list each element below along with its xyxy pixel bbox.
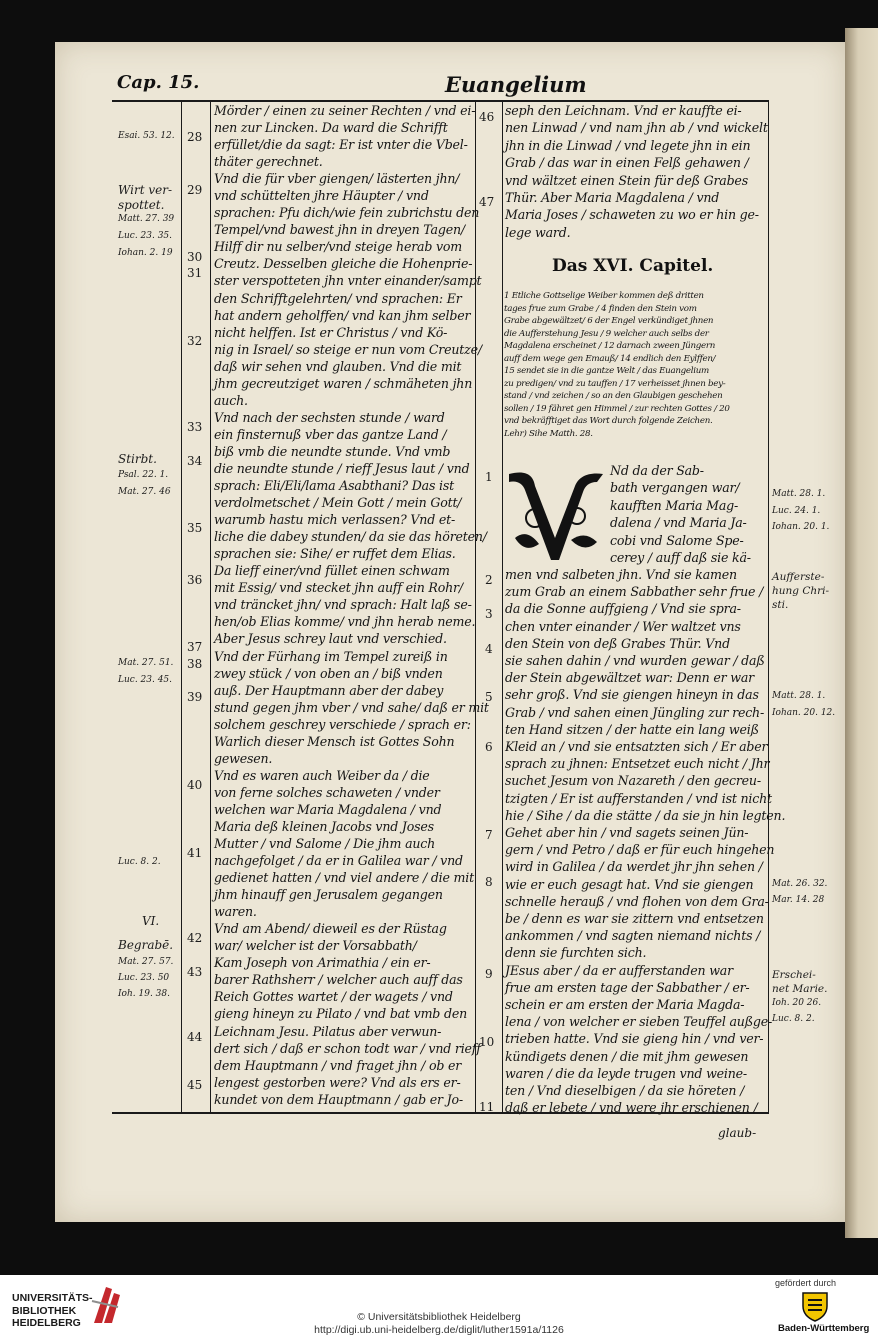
chapter-summary	[504, 290, 766, 440]
text-line: den Stein von deß Grabes Thür. Vnd	[505, 635, 730, 651]
center-rule-right	[502, 102, 503, 1114]
text-line: schein er am ersten der Maria Magda-	[505, 997, 745, 1013]
text-line: kaufften Maria Mag-	[610, 497, 739, 513]
text-line: jhm gecreutziget waren / schmäheten jhn	[214, 375, 473, 391]
text-line: Vnd der Fürhang im Tempel zureiß in	[214, 648, 448, 664]
margin-note: Matt. 28. 1.	[772, 489, 826, 499]
verse-number: 10	[479, 1035, 495, 1049]
text-line: ster verspotteten jhn vnter einander/sampt	[214, 273, 482, 289]
text-line: Hilff dir nu selber/vnd steige herab vom	[214, 239, 463, 255]
text-line: sprachen sie: Sihe/ er ruffet dem Elias.	[214, 546, 456, 562]
verse-number: 7	[485, 828, 493, 842]
text-line: lege ward.	[505, 224, 571, 240]
text-line: Grab / vnd sahen einen Jüngling zur rech-	[505, 704, 765, 720]
text-line: dalena / vnd Maria Ja-	[610, 515, 747, 531]
verse-number: 35	[187, 521, 203, 535]
left-text-column	[214, 102, 489, 1108]
right-text-column-bottom	[505, 566, 785, 1117]
right-text-initial-lines	[610, 462, 751, 566]
summary-line: die Aufferstehung Jesu / 9 welcher auch selbs der	[504, 328, 709, 339]
text-line: auß. Der Hauptmann aber der dabey	[214, 682, 444, 698]
text-line: sprach: Eli/Eli/lama Asabthani? Das ist	[214, 478, 454, 494]
verse-number: 36	[187, 573, 203, 587]
text-line: Da lieff einer/vnd füllet einen schwam	[214, 563, 450, 579]
text-line: lengest gestorben were? Vnd als ers er-	[214, 1074, 461, 1090]
text-line: Reich Gottes wartet / der wagets / vnd	[214, 989, 453, 1005]
text-line: Maria deß kleinen Jacobs vnd Joses	[214, 818, 434, 834]
margin-note: Mat. 27. 57.	[118, 957, 174, 967]
text-line: thäter gerechnet.	[214, 154, 323, 170]
text-line: bath vergangen war/	[610, 480, 740, 496]
text-line: be / denn es war sie zittern vnd entsetzen	[505, 911, 764, 927]
text-line: zum Grab an einem Sabbather sehr frue /	[505, 584, 764, 600]
text-line: Maria Joses / schaweten zu wo er hin ge-	[505, 207, 759, 223]
verse-number: 30	[187, 250, 203, 264]
text-line: die neundte stunde / rieff Jesus laut / vnd	[214, 460, 470, 476]
text-line: liche die dabey stunden/ da sie das höreten/	[214, 529, 487, 545]
text-line: vnd wältzet einen Stein für deß Grabes	[505, 172, 748, 188]
text-line: chen vnter einander / Wer waltzet vns	[505, 618, 741, 634]
summary-line: stand / vnd zeichen / so an den Glaubigen geschehen	[504, 391, 723, 401]
text-line: vnd träncket jhn/ vnd sprach: Halt laß se-	[214, 597, 472, 613]
summary-line: vnd bekräfftiget das Wort durch folgende Zeichen.	[504, 416, 713, 426]
text-line: Aber Jesus schrey laut vnd verschied.	[214, 631, 447, 647]
permalink-url[interactable]: http://digi.ub.uni-heidelberg.de/diglit/luther1591a/1126	[314, 1324, 564, 1336]
verse-number: 2	[485, 573, 493, 587]
decorated-initial-letter	[505, 468, 607, 566]
text-line: kundet von dem Hauptmann / gab er Jo-	[214, 1091, 463, 1107]
text-line: solchem geschrey verschiede / sprach er:	[214, 716, 471, 732]
right-text-column-top	[505, 102, 768, 241]
text-line: nen zur Lincken. Da ward die Schrifft	[214, 120, 448, 136]
margin-note: Luc. 23. 45.	[118, 675, 173, 685]
text-line: der Stein abgewältzet war: Denn er war	[505, 670, 754, 686]
text-line: sie sahen dahin / vnd wurden gewar / daß	[505, 653, 765, 669]
text-line: warumb hastu mich verlassen? Vnd et-	[214, 512, 456, 528]
verse-number: 28	[187, 130, 203, 144]
funded-by-label: gefördert durch	[775, 1278, 837, 1288]
initial-letter-glyph: V	[550, 517, 560, 531]
text-line: wie er euch gesagt hat. Vnd sie giengen	[505, 876, 754, 892]
text-line: von ferne solches schaweten / vnder	[214, 784, 440, 800]
text-line: biß vmb die neundte stunde. Vnd vmb	[214, 443, 451, 459]
text-line: Mutter / vnd Salome / Die jhm auch	[214, 836, 436, 852]
text-line: welchen war Maria Magdalena / vnd	[214, 801, 442, 817]
verse-number: 42	[187, 931, 203, 945]
coat-of-arms-icon[interactable]	[800, 1290, 830, 1322]
text-line: cerey / auff daß sie kä-	[610, 550, 751, 566]
text-line: gieng hineyn zu Pilato / vnd bat vmb den	[214, 1006, 468, 1022]
margin-note: Psal. 22. 1.	[118, 470, 169, 480]
funder-name: Baden-Württemberg	[778, 1323, 870, 1334]
text-line: lena / von welcher er sieben Teuffel außge-	[505, 1014, 773, 1030]
text-line: jhm hinauff gen Jerusalem gegangen	[214, 887, 443, 903]
verse-number: 6	[485, 740, 493, 754]
margin-note: Matt. 27. 39	[118, 214, 175, 224]
margin-note: Ioh. 19. 38.	[118, 989, 170, 999]
margin-note: Mat. 27. 46	[118, 487, 171, 497]
verse-number: 4	[485, 642, 493, 656]
verse-number: 3	[485, 607, 493, 621]
text-line: hat andern geholffen/ vnd kan jhm selber	[214, 307, 471, 323]
text-line: kündigets denen / die mit jhm gewesen	[505, 1048, 749, 1064]
text-line: erfüllet/die da sagt: Er ist vnter die Vbel-	[214, 137, 468, 153]
text-line: war/ welcher ist der Vorsabbath/	[214, 938, 417, 954]
text-line: jhn in die Linwad / vnd legete jhn in ein	[505, 137, 751, 153]
catchword: glaub-	[718, 1126, 757, 1140]
summary-line: Grabe abgewältzet/ 6 der Engel verkündiget jhnen	[504, 316, 714, 326]
summary-line: Lehr) Sihe Matth. 28.	[504, 428, 593, 439]
text-line: seph den Leichnam. Vnd er kauffte ei-	[505, 103, 742, 118]
text-line: nig in Israel/ so steige er nun vom Creutze/	[214, 341, 482, 357]
text-line: Vnd am Abend/ dieweil es der Rüstag	[214, 921, 447, 937]
text-line: Vnd es waren auch Weiber da / die	[214, 767, 430, 783]
text-line: den Schrifftgelehrten/ vnd sprachen: Er	[214, 290, 462, 306]
verse-number: 33	[187, 420, 203, 434]
verse-number: 8	[485, 875, 493, 889]
margin-note: Luc. 23. 35.	[118, 231, 173, 241]
library-name: UNIVERSITÄTS- BIBLIOTHEK HEIDELBERG	[12, 1292, 93, 1329]
text-line: denn sie furchten sich.	[505, 945, 647, 961]
margin-note: Luc. 24. 1.	[772, 506, 821, 516]
margin-note: Begrabē.	[118, 938, 174, 952]
summary-line: 1 Etliche Gottselige Weiber kommen deß dritten	[504, 291, 704, 301]
text-line: waren.	[214, 904, 257, 920]
verse-number: 11	[479, 1100, 495, 1114]
summary-line: tages frue zum Grabe / 4 finden den Stein vom	[504, 303, 697, 314]
margin-note: VI.	[142, 914, 160, 928]
margin-note: Wirt ver- spottet.	[118, 183, 173, 212]
verse-number: 29	[187, 183, 203, 197]
margin-note: Mat. 27. 51.	[118, 658, 174, 668]
text-line: Tempel/vnd bawest jhn in dreyen Tagen/	[214, 222, 465, 238]
text-line: ein finsternuß vber das gantze Land /	[214, 426, 447, 442]
text-line: Creutz. Desselben gleiche die Hohenprie-	[214, 256, 473, 272]
verse-number: 47	[479, 195, 495, 209]
summary-line: 15 sendet sie in die gantze Welt / das Euangelium	[504, 366, 709, 376]
text-line: Vnd nach der sechsten stunde / ward	[214, 409, 445, 425]
text-line: Mörder / einen zu seiner Rechten / vnd ei-	[214, 103, 476, 118]
verse-number: 44	[187, 1030, 203, 1044]
text-line: auch.	[214, 392, 248, 408]
text-line: Vnd die für vber giengen/ lästerten jhn/	[214, 171, 460, 187]
text-line: men vnd salbeten jhn. Vnd sie kamen	[505, 567, 737, 582]
text-line: stund gegen jhm vber / vnd sahe/ daß er mit	[214, 699, 489, 715]
text-line: trieben hatte. Vnd sie gieng hin / vnd ver-	[505, 1031, 764, 1047]
text-line: Kleid an / vnd sie entsatzten sich / Er aber	[505, 739, 768, 755]
text-line: Nd da der Sab-	[610, 463, 704, 478]
text-line: suchet Jesum von Nazareth / den gecreu-	[505, 773, 761, 789]
verse-number: 9	[485, 967, 493, 981]
text-line: da die Sonne auffgieng / Vnd sie spra-	[505, 601, 741, 617]
text-line: hie / Sihe / da die stätte / da sie jn hin legten.	[505, 807, 786, 823]
verse-number: 38	[187, 657, 203, 671]
text-line: schnelle herauß / vnd flohen von dem Gra-	[505, 893, 769, 909]
text-line: mit Essig/ vnd stecket jhn auff ein Rohr/	[214, 580, 463, 596]
verse-number: 45	[187, 1078, 203, 1092]
text-line: frue am ersten tage der Sabbather / er-	[505, 979, 750, 995]
verse-number: 32	[187, 334, 203, 348]
margin-note: Esai. 53. 12.	[118, 131, 175, 141]
margin-note: Iohan. 20. 1.	[772, 522, 830, 532]
summary-line: Magdalena erscheinet / 12 darnach zween Jüngern	[504, 341, 716, 351]
text-line: Grab / das war in einen Felß gehawen /	[505, 155, 749, 171]
margin-note: Mat. 26. 32.	[772, 879, 828, 889]
text-line: Kam Joseph von Arimathia / ein er-	[214, 955, 431, 971]
text-line: sprachen: Pfu dich/wie fein zubrichstu den	[214, 205, 480, 221]
text-line: Thür. Aber Maria Magdalena / vnd	[505, 190, 720, 206]
summary-line: sollen / 19 fähret gen Himmel / zur rechten Gottes / 20	[504, 403, 730, 414]
text-line: JEsus aber / da er aufferstanden war	[505, 962, 733, 978]
text-line: sprach zu jhnen: Entsetzet euch nicht / Jhr	[505, 756, 770, 772]
text-line: vnd schüttelten jhre Häupter / vnd	[214, 188, 429, 204]
text-line: ten / Vnd dieselbigen / da sie höreten /	[505, 1083, 745, 1099]
copyright-notice: © Universitätsbibliothek Heidelberg	[357, 1311, 521, 1323]
chapter-heading: Das XVI. Capitel.	[552, 256, 714, 276]
margin-note: Mar. 14. 28	[772, 895, 825, 905]
verse-number: 37	[187, 640, 203, 654]
text-line: daß er lebete / vnd were jhr erschienen /	[505, 1100, 758, 1116]
verse-number: 34	[187, 454, 203, 468]
verse-number: 31	[187, 266, 203, 280]
facing-page-edge	[845, 28, 878, 1238]
text-line: hen/ob Elias komme/ vnd jhn herab neme.	[214, 614, 476, 630]
text-line: nicht helffen. Ist er Christus / vnd Kö-	[214, 324, 448, 340]
text-line: dert sich / daß er schon todt war / vnd rieff	[214, 1040, 481, 1056]
verse-number: 43	[187, 965, 203, 979]
verse-number: 40	[187, 778, 203, 792]
verse-number: 41	[187, 846, 203, 860]
text-line: tzigten / Er ist aufferstanden / vnd ist nicht	[505, 790, 772, 806]
text-line: Leichnam Jesu. Pilatus aber verwun-	[214, 1023, 442, 1039]
margin-note: Ioh. 20 26.	[772, 998, 822, 1008]
verse-number: 39	[187, 690, 203, 704]
text-line: gedienet hatten / vnd viel andere / die mit	[214, 870, 474, 886]
left-verse-rule	[210, 102, 211, 1114]
text-line: gern / vnd Petro / daß er für euch hingehen	[505, 842, 775, 858]
margin-note: Stirbt.	[118, 452, 157, 466]
text-line: wird in Galilea / da werdet jhr jhn sehen /	[505, 859, 763, 875]
verse-number: 1	[485, 470, 493, 484]
text-line: barer Rathsherr / welcher auch auff das	[214, 972, 463, 988]
text-line: Gehet aber hin / vnd sagets seinen Jün-	[505, 825, 749, 841]
text-line: waren / die da leyde trugen vnd weine-	[505, 1065, 747, 1081]
left-margin-rule	[181, 102, 182, 1114]
summary-line: auff dem wege gen Emauß/ 14 endlich den Eylffen/	[504, 353, 716, 364]
text-line: gewesen.	[214, 750, 273, 766]
text-line: ten Hand sitzen / der hatte ein lang weiß	[505, 721, 759, 737]
margin-note: Luc. 8. 2.	[772, 1014, 815, 1024]
text-line: zwey stück / von oben an / biß vnden	[214, 665, 443, 681]
summary-line: zu predigen/ vnd zu tauffen / 17 verheisset jhnen bey-	[504, 378, 726, 389]
text-line: verdolmetschet / Mein Gott / mein Gott/	[214, 495, 462, 511]
text-line: daß wir sehen vnd glauben. Vnd die mit	[214, 358, 462, 374]
text-line: dem Hauptmann / vnd fraget jhn / ob er	[214, 1057, 462, 1073]
text-line: cobi vnd Salome Spe-	[610, 532, 744, 548]
text-line: sehr groß. Vnd sie giengen hineyn in das	[505, 687, 759, 703]
text-line: Warlich dieser Mensch ist Gottes Sohn	[214, 733, 455, 749]
margin-note: Iohan. 20. 12.	[772, 708, 836, 718]
verse-number: 46	[479, 110, 495, 124]
margin-note: Luc. 23. 50	[118, 973, 170, 983]
text-line: nen Linwad / vnd nam jhn ab / vnd wickelt	[505, 120, 768, 136]
margin-note: Luc. 8. 2.	[118, 857, 161, 867]
margin-note: Iohan. 2. 19	[118, 248, 173, 258]
verse-number: 5	[485, 690, 493, 704]
margin-note: Aufferste- hung Chri- sti.	[772, 571, 830, 611]
text-line: ankommen / vnd sagten niemand nichts /	[505, 928, 761, 944]
viewer-footer	[0, 1275, 878, 1337]
running-title: Euangelium	[445, 72, 587, 97]
running-chapter: Cap. 15.	[117, 72, 200, 93]
margin-note: Matt. 28. 1.	[772, 691, 826, 701]
margin-note: Erschei- net Marie.	[772, 969, 828, 995]
text-line: nachgefolget / da er in Galilea war / vnd	[214, 853, 463, 869]
